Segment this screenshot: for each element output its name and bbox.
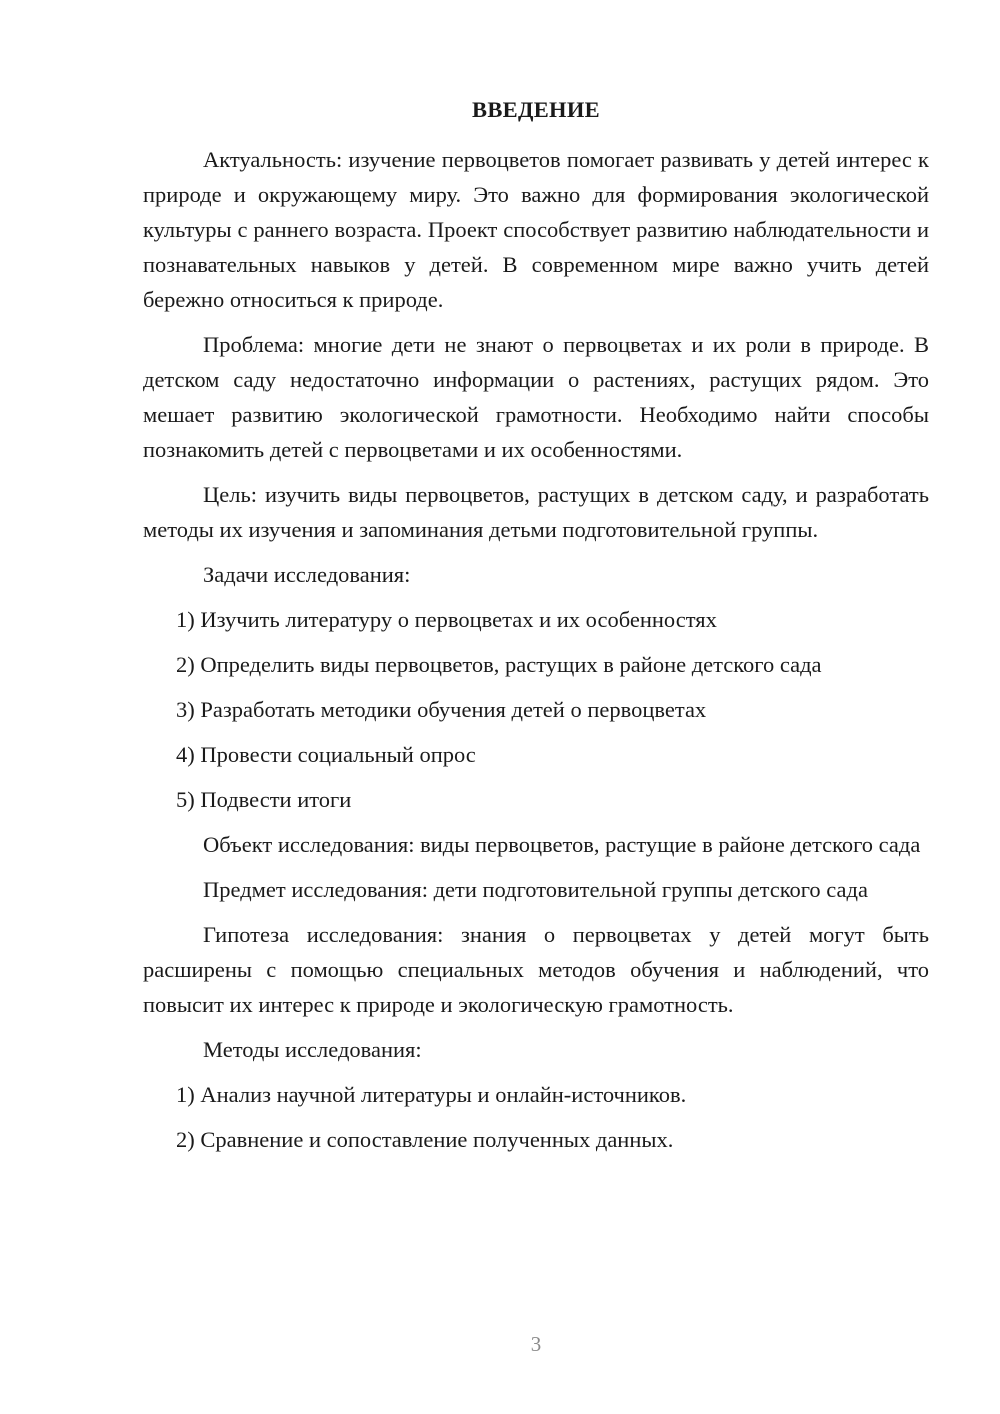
problem-paragraph: Проблема: многие дети не знают о первоцветах и их роли в природе. В детском саду недостаточно информации о растениях, растущих рядом. Это мешает развитию экологической грамотности. Необходимо найти способы познакомить детей с первоцветами и их особенностями.	[143, 332, 929, 462]
list-item: 2) Определить виды первоцветов, растущих в районе детского сада	[176, 652, 822, 677]
list-item: 4) Провести социальный опрос	[176, 742, 476, 767]
methods-heading: Методы исследования:	[203, 1037, 422, 1062]
list-item: 2) Сравнение и сопоставление полученных данных.	[176, 1127, 674, 1152]
relevance-paragraph: Актуальность: изучение первоцветов помогает развивать у детей интерес к природе и окружающему миру. Это важно для формирования экологической культуры с раннего возраста. Проект способствует развитию наблюдательности и познавательных навыков у детей. В современном мире важно учить детей бережно относиться к природе.	[143, 147, 929, 312]
page-number: 3	[530, 1332, 542, 1356]
object-paragraph: Объект исследования: виды первоцветов, растущие в районе детского сада	[203, 832, 921, 857]
list-item: 1) Анализ научной литературы и онлайн-источников.	[176, 1082, 687, 1107]
methods-list	[143, 1077, 929, 1157]
subject-paragraph: Предмет исследования: дети подготовительной группы детского сада	[203, 877, 868, 902]
tasks-heading: Задачи исследования:	[203, 562, 411, 587]
list-item: 5) Подвести итоги	[176, 787, 352, 812]
tasks-list	[143, 602, 929, 817]
goal-paragraph: Цель: изучить виды первоцветов, растущих в детском саду, и разработать методы их изучения и запоминания детьми подготовительной группы.	[143, 482, 929, 542]
list-item: 1) Изучить литературу о первоцветах и их особенностях	[176, 607, 717, 632]
hypothesis-paragraph: Гипотеза исследования: знания о первоцветах у детей могут быть расширены с помощью специальных методов обучения и наблюдений, что повысит их интерес к природе и экологическую грамотность.	[143, 922, 929, 1017]
list-item: 3) Разработать методики обучения детей о первоцветах	[176, 697, 707, 722]
section-title: ВВЕДЕНИЕ	[472, 97, 600, 122]
page-content	[143, 94, 929, 1167]
